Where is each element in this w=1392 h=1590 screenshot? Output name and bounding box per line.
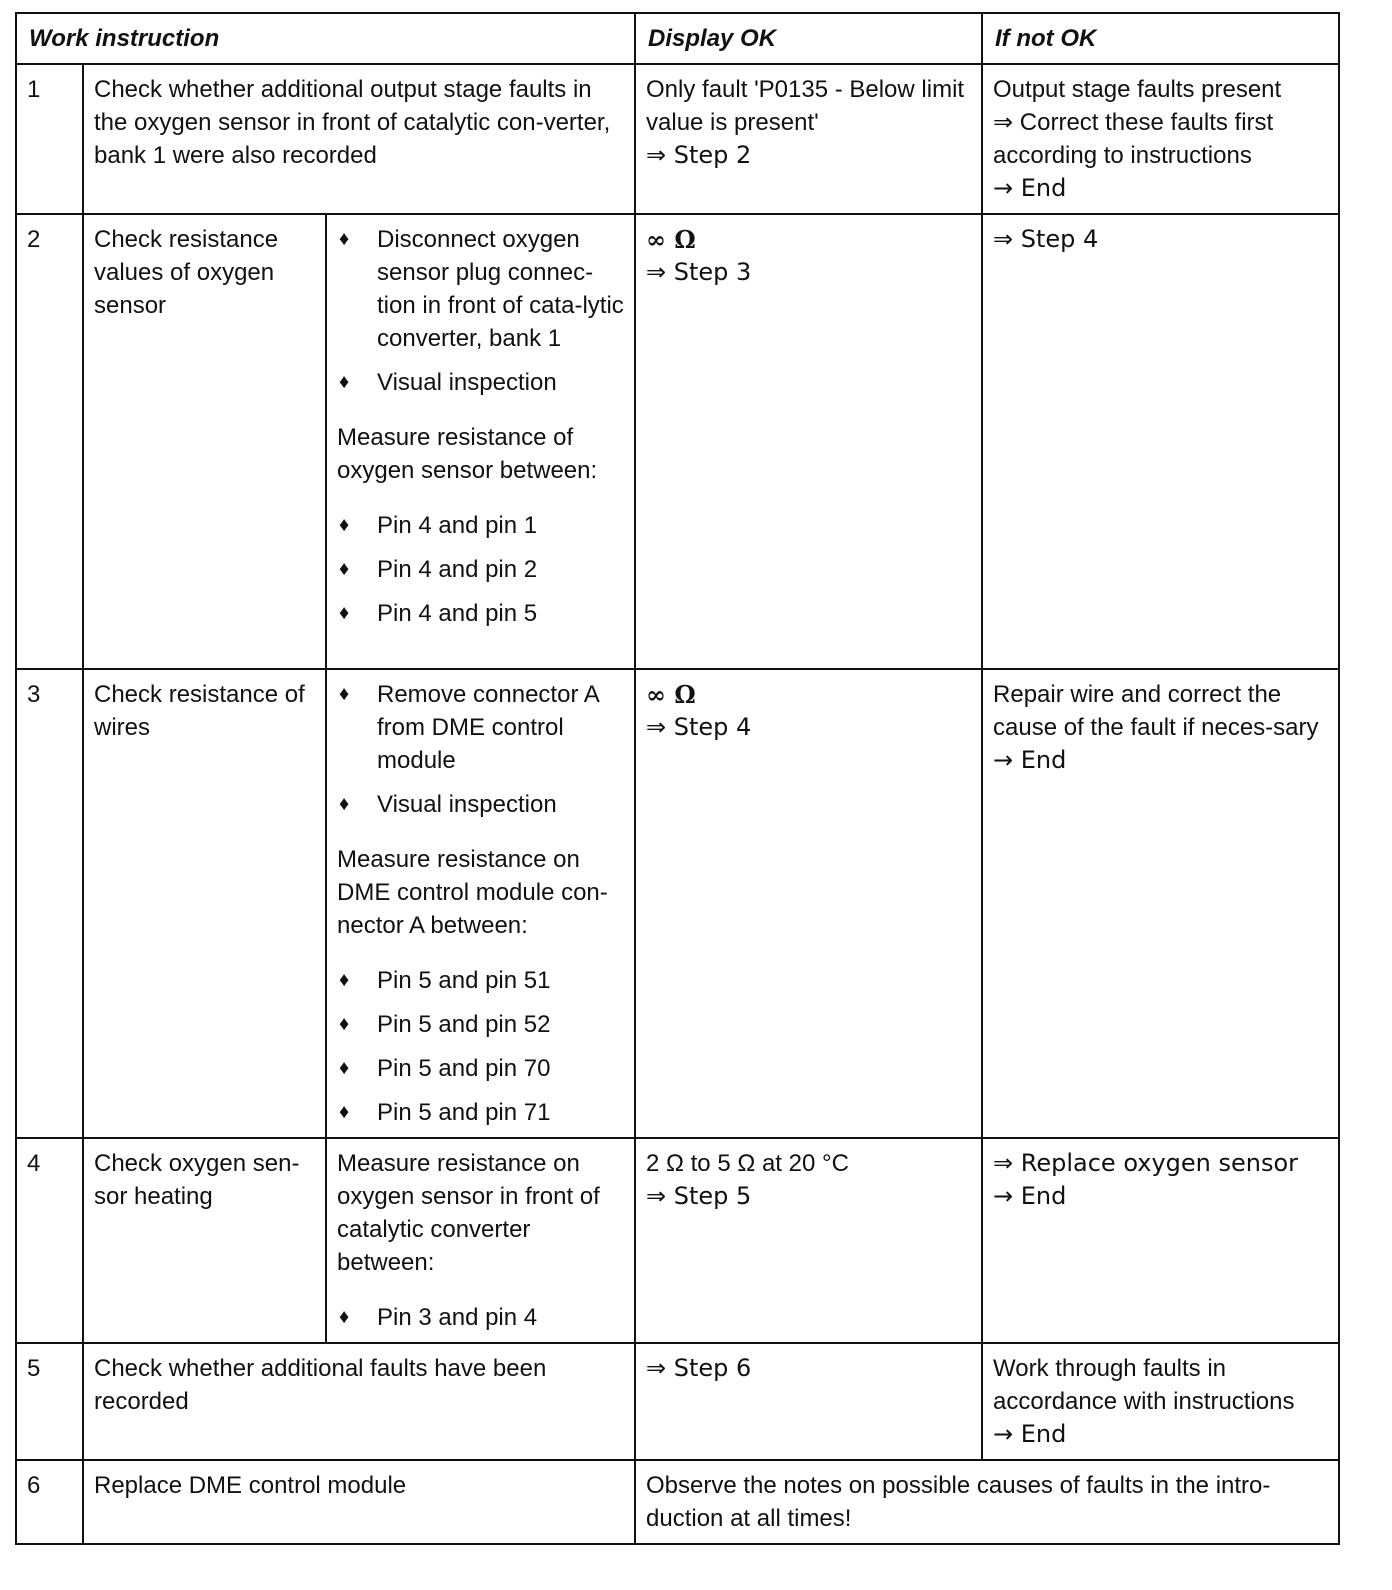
procedure-bullets-after	[337, 509, 626, 630]
procedure-bullets-after	[337, 964, 626, 1129]
procedure-text: Measure resistance on oxygen sensor in front of catalytic converter between:	[337, 1150, 600, 1276]
procedure-cell	[326, 669, 635, 1138]
diamond-bullet-icon: ♦	[339, 371, 350, 393]
diamond-bullet-icon: ♦	[339, 602, 350, 624]
list-item-text: Pin 5 and pin 51	[377, 967, 551, 994]
not-ok-line: ⇒ Step 4	[993, 225, 1099, 253]
table-row	[16, 214, 1339, 669]
table-row	[16, 1138, 1339, 1343]
list-item	[337, 597, 626, 630]
instruction-cell: Check whether additional output stage faults in the oxygen sensor in front of catalytic con-verter, bank 1 were also recorded	[83, 64, 635, 214]
step-number: 3	[16, 669, 83, 1138]
list-item-text: Visual inspection	[377, 369, 557, 396]
diamond-bullet-icon: ♦	[339, 793, 350, 815]
list-item	[337, 788, 626, 821]
list-item	[337, 366, 626, 399]
list-item-text: Visual inspection	[377, 791, 557, 818]
list-item-text: Pin 4 and pin 1	[377, 512, 538, 539]
instruction-cell: Replace DME control module	[83, 1460, 635, 1544]
display-ok-cell	[635, 669, 982, 1138]
not-ok-line: Repair wire and correct the cause of the fault if neces-sary	[993, 681, 1319, 741]
list-item	[337, 1096, 626, 1129]
not-ok-line: ⇒ Correct these faults first according to instructions	[993, 109, 1274, 169]
instruction-cell: Check oxygen sen-sor heating	[83, 1138, 326, 1343]
step-number: 2	[16, 214, 83, 669]
header-display-ok: Display OK	[635, 13, 982, 64]
display-ok-cell	[635, 1138, 982, 1343]
display-ok-cell	[635, 1343, 982, 1460]
diamond-bullet-icon: ♦	[339, 1306, 350, 1328]
not-ok-line: ⇒ Replace oxygen sensor	[993, 1149, 1299, 1177]
procedure-text: Measure resistance on DME control module con-nector A between:	[337, 846, 608, 939]
list-item	[337, 964, 626, 997]
diamond-bullet-icon: ♦	[339, 1057, 350, 1079]
list-item	[337, 1008, 626, 1041]
diamond-bullet-icon: ♦	[339, 969, 350, 991]
procedure-text: Measure resistance of oxygen sensor between:	[337, 424, 598, 484]
work-instruction-table	[15, 12, 1340, 1545]
procedure-cell	[326, 214, 635, 669]
list-item-text: Disconnect oxygen sensor plug connec-tion in front of cata-lytic converter, bank 1	[377, 226, 624, 352]
not-ok-cell	[982, 214, 1339, 669]
step-number: 1	[16, 64, 83, 214]
list-item	[337, 509, 626, 542]
display-ok-line: ⇒ Step 2	[646, 141, 752, 169]
not-ok-cell	[982, 1138, 1339, 1343]
step-number: 5	[16, 1343, 83, 1460]
not-ok-line: → End	[993, 746, 1067, 774]
list-item	[337, 678, 626, 777]
display-ok-line: ⇒ Step 4	[646, 713, 752, 741]
header-work-instruction: Work instruction	[16, 13, 635, 64]
table-row	[16, 1460, 1339, 1544]
display-ok-cell	[635, 64, 982, 214]
list-item	[337, 1052, 626, 1085]
procedure-bullets-before	[337, 223, 626, 399]
procedure-cell	[326, 1138, 635, 1343]
instruction-cell: Check resistance values of oxygen sensor	[83, 214, 326, 669]
table-row	[16, 1343, 1339, 1460]
not-ok-cell	[982, 669, 1339, 1138]
diamond-bullet-icon: ♦	[339, 228, 350, 250]
table-row	[16, 64, 1339, 214]
diamond-bullet-icon: ♦	[339, 1013, 350, 1035]
diamond-bullet-icon: ♦	[339, 1101, 350, 1123]
step-number: 6	[16, 1460, 83, 1544]
instruction-cell: Check resistance of wires	[83, 669, 326, 1138]
list-item-text: Remove connector A from DME control module	[377, 681, 599, 774]
display-ok-line: ∞ Ω	[646, 225, 696, 254]
instruction-cell: Check whether additional faults have been recorded	[83, 1343, 635, 1460]
display-ok-line: 2 Ω to 5 Ω at 20 °C	[646, 1150, 849, 1177]
display-ok-cell	[635, 214, 982, 669]
diamond-bullet-icon: ♦	[339, 558, 350, 580]
list-item-text: Pin 4 and pin 5	[377, 600, 538, 627]
not-ok-line: → End	[993, 1182, 1067, 1210]
not-ok-line: → End	[993, 174, 1067, 202]
not-ok-cell	[982, 1343, 1339, 1460]
procedure-bullets-before	[337, 678, 626, 821]
table-row	[16, 669, 1339, 1138]
list-item	[337, 223, 626, 355]
note-cell: Observe the notes on possible causes of faults in the intro-duction at all times!	[635, 1460, 1339, 1544]
header-if-not-ok: If not OK	[982, 13, 1339, 64]
display-ok-line: ⇒ Step 3	[646, 258, 752, 286]
list-item-text: Pin 4 and pin 2	[377, 556, 538, 583]
diamond-bullet-icon: ♦	[339, 683, 350, 705]
not-ok-cell	[982, 64, 1339, 214]
list-item-text: Pin 5 and pin 52	[377, 1011, 551, 1038]
not-ok-line: Work through faults in accordance with instructions	[993, 1355, 1295, 1415]
step-number: 4	[16, 1138, 83, 1343]
list-item-text: Pin 3 and pin 4	[377, 1304, 538, 1331]
list-item	[337, 1301, 626, 1334]
display-ok-line: ⇒ Step 5	[646, 1182, 752, 1210]
display-ok-line: Only fault 'P0135 - Below limit value is present'	[646, 76, 965, 136]
list-item	[337, 553, 626, 586]
display-ok-line: ∞ Ω	[646, 680, 696, 709]
list-item-text: Pin 5 and pin 71	[377, 1099, 551, 1126]
table-header-row	[16, 13, 1339, 64]
diamond-bullet-icon: ♦	[339, 514, 350, 536]
not-ok-line: → End	[993, 1420, 1067, 1448]
display-ok-line: ⇒ Step 6	[646, 1354, 752, 1382]
procedure-bullets-after	[337, 1301, 626, 1334]
list-item-text: Pin 5 and pin 70	[377, 1055, 551, 1082]
not-ok-line: Output stage faults present	[993, 76, 1282, 103]
